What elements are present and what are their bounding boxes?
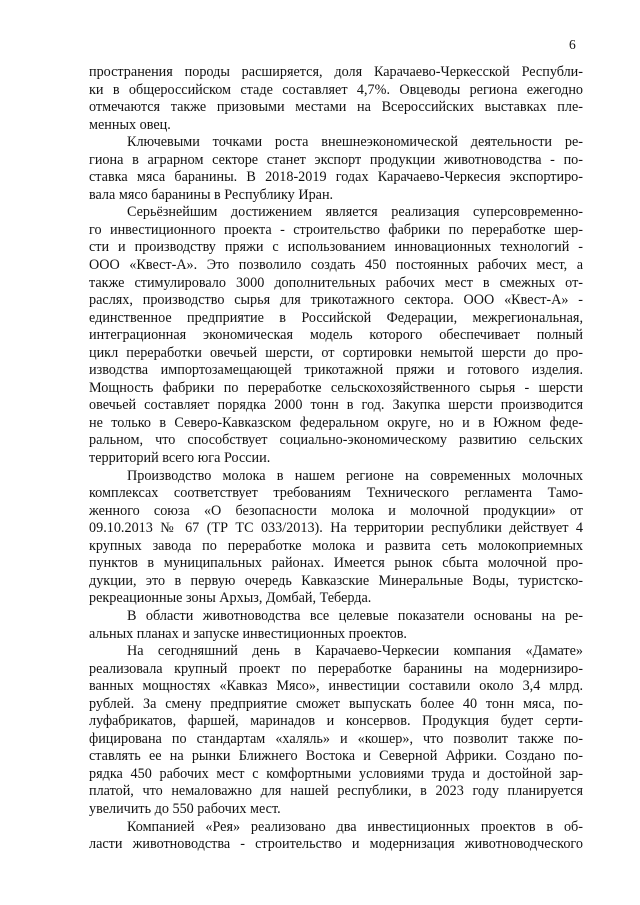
text-line: луфабрикатов, фаршей, маринадов и консервов. Продукция будет серти- <box>89 713 583 730</box>
text-line: 09.10.2013 № 67 (ТР ТС 033/2013). На территории республики действует 4 <box>89 520 583 537</box>
body-text <box>89 64 583 854</box>
text-line: женного союза «О безопасности молока и молочной продукции» от <box>89 502 583 519</box>
text-line: также стимулировало 3000 дополнительных рабочих мест в смежных от- <box>89 274 583 291</box>
text-line: вала мясо баранины в Республику Иран. <box>89 186 334 203</box>
text-line: В области животноводства все целевые показатели основаны на ре- <box>127 607 583 624</box>
text-line: ки в общероссийском стаде составляет 4,7%. Овцеводы региона ежегодно <box>89 81 583 98</box>
text-line: Серьёзнейшим достижением является реализация суперсовременно- <box>127 204 583 221</box>
text-line: раслях, производство сырья для трикотажного сектора. ООО «Квест-А» - <box>89 292 583 309</box>
text-line: рублей. За смену предприятие сможет выпускать более 40 тонн мяса, по- <box>89 695 583 712</box>
text-line: фицирована по стандартам «халяль» и «кошер», что позволит также по- <box>89 730 583 747</box>
text-line: цикл переработки овечьей шерсти, от сортировки немытой шерсти до про- <box>89 344 583 361</box>
text-line: рекреационные зоны Архыз, Домбай, Теберда. <box>89 590 372 607</box>
text-line: ставлять ее на рынки Ближнего Востока и Северной Африки. Создано по- <box>89 748 583 765</box>
text-line: крупных завода по переработке молока и развита сеть молокоприемных <box>89 537 583 554</box>
text-line: увеличить до 550 рабочих мест. <box>89 800 281 817</box>
text-line: ральном, что способствует социально-экономическому развитию сельских <box>89 432 583 449</box>
text-line: платой, что немаловажно для нашей республики, в 2023 году планируется <box>89 783 583 800</box>
text-line: На сегодняшний день в Карачаево-Черкесии компания «Дамате» <box>127 643 583 660</box>
text-line: рядка 450 рабочих мест с комфортными условиями труда и достойной зар- <box>89 765 583 782</box>
text-line: ванных мощностях «Кавказ Мясо», инвестиции составили около 3,4 млрд. <box>89 678 583 695</box>
text-line: Компанией «Рея» реализовано два инвестиционных проектов в об- <box>127 818 583 835</box>
text-line: Ключевыми точками роста внешнеэкономической деятельности ре- <box>127 134 583 151</box>
text-line: менных овец. <box>89 116 171 133</box>
text-line: гиона в аграрном секторе станет экспорт продукции животноводства - по- <box>89 151 583 168</box>
text-line: ООО «Квест-А». Это позволило создать 450 постоянных рабочих мест, а <box>89 257 583 274</box>
text-line: ласти животноводства - строительство и модернизация животноводческого <box>89 836 583 853</box>
text-line: сти и производству пряжи с использованием инновационных технологий - <box>89 239 583 256</box>
text-line: территорий всего юга России. <box>89 450 271 467</box>
text-line: дукции, это в первую очередь Кавказские Минеральные Воды, туристско- <box>89 572 583 589</box>
text-line: пунктов в муниципальных районах. Имеется рынок сбыта молочной про- <box>89 555 583 572</box>
text-line: интеграционная экономическая модель которого обеспечивает полный <box>89 327 583 344</box>
text-line: реализовала крупный проект по переработке баранины на модернизиро- <box>89 660 583 677</box>
text-line: не только в Северо-Кавказском федеральном округе, но и в Южном феде- <box>89 414 583 431</box>
text-line: отмечаются также призовыми местами на Всероссийских выставках пле- <box>89 99 583 116</box>
text-line: единственное предприятие в Российской Федерации, межрегиональная, <box>89 309 583 326</box>
text-line: Мощность фабрики по переработке сельскохозяйственного сырья - шерсти <box>89 379 583 396</box>
page-number: 6 <box>569 37 576 52</box>
text-line: овечьей составляет порядка 2000 тонн в год. Закупка шерсти производится <box>89 397 583 414</box>
text-line: изводства импортозамещающей трикотажной пряжи и готового изделия. <box>89 362 583 379</box>
text-line: пространения породы расширяется, доля Карачаево-Черкесской Республи- <box>89 64 583 80</box>
text-line: комплексах соответствует требованиям Технического регламента Тамо- <box>89 485 583 502</box>
text-line: ставка мяса баранины. В 2018-2019 годах Карачаево-Черкесия экспортиро- <box>89 169 583 186</box>
text-line: альных планах и запуске инвестиционных проектов. <box>89 625 407 642</box>
text-line: го инвестиционного проекта - строительство фабрики по переработке шер- <box>89 221 583 238</box>
text-line: Производство молока в нашем регионе на современных молочных <box>127 467 583 484</box>
